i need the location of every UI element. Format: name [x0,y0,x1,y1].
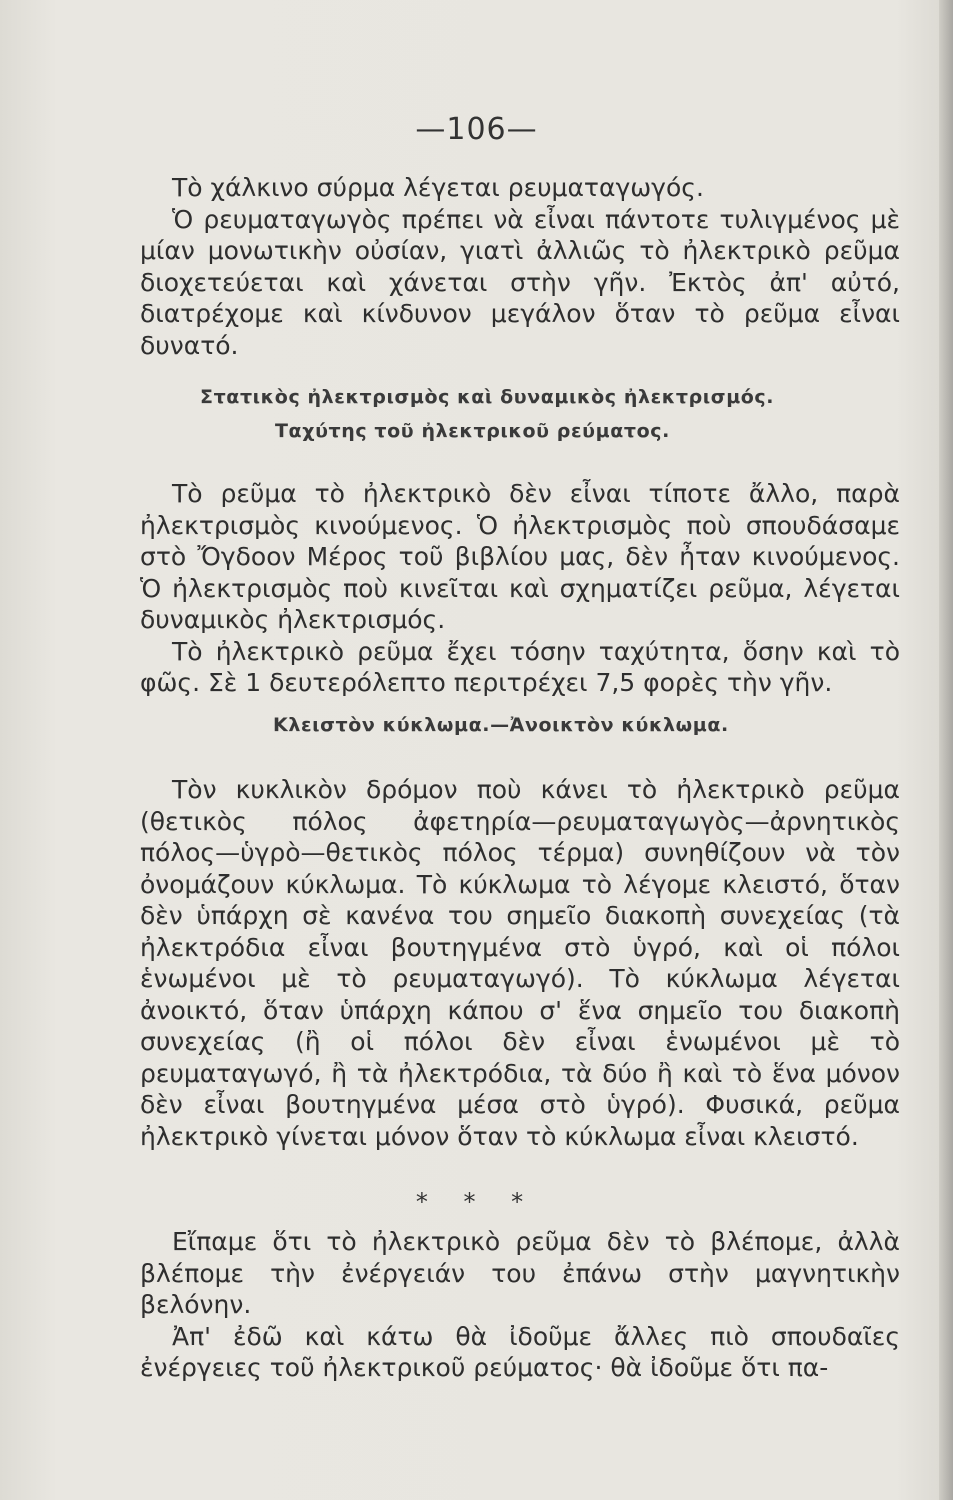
section-heading: Κλειστὸν κύκλωμα.—Ἀνοικτὸν κύκλωμα. [273,714,729,736]
section-current [140,478,900,699]
section-intro [140,172,900,361]
section-effects [140,1226,900,1384]
paragraph: Ὁ ρευματαγωγὸς πρέπει νὰ εἶναι πάντοτε τυλιγμένος μὲ μίαν μονωτικὴν οὐσίαν, γιατὶ ἀλλιῶς τὸ ἠλεκτρικὸ ρεῦμα διοχετεύεται καὶ χάνεται στὴν γῆν. Ἐκτὸς ἀπ' αὐτό, διατρέχομε καὶ κίνδυνον μεγάλον ὅταν τὸ ρεῦμα εἶναι δυνατό. [140,204,900,360]
section-heading: Ταχύτης τοῦ ἠλεκτρικοῦ ρεύματος. [275,420,670,442]
section-heading: Στατικὸς ἠλεκτρισμὸς καὶ δυναμικὸς ἠλεκτρισμός. [200,386,775,408]
paragraph: Εἴπαμε ὅτι τὸ ἠλεκτρικὸ ρεῦμα δὲν τὸ βλέπομε, ἀλλὰ βλέπομε τὴν ἐνέργειάν του ἐπάνω στὴν μαγνητικὴν βελόνην. [140,1227,900,1319]
paragraph: Ἀπ' ἐδῶ καὶ κάτω θὰ ἰδοῦμε ἄλλες πιὸ σπουδαῖες ἐνέργειες τοῦ ἠλεκτρικοῦ ρεύματος· θὰ ἰδοῦμε ὅτι πα- [140,1321,900,1382]
section-separator: * * * [415,1188,538,1216]
paragraph: Τὸ ρεῦμα τὸ ἠλεκτρικὸ δὲν εἶναι τίποτε ἄλλο, παρὰ ἠλεκτρισμὸς κινούμενος. Ὁ ἠλεκτρισμὸς ποὺ σπουδάσαμε στὸ Ὄγδοον Μέρος τοῦ βιβλίου μας, δὲν ἦταν κινούμενος. Ὁ ἠλεκτρισμὸς ποὺ κινεῖται καὶ σχηματίζει ρεῦμα, λέγεται δυναμικὸς ἠλεκτρισμός. [140,479,900,634]
paragraph: Τὸν κυκλικὸν δρόμον ποὺ κάνει τὸ ἠλεκτρικὸ ρεῦμα (θετικὸς πόλος ἀφετηρία—ρευματαγωγὸς—ἀρνητικὸς πόλος—ὑγρὸ—θετικὸς πόλος τέρμα) συνηθίζουν νὰ τὸν ὀνομάζουν κύκλωμα. Τὸ κύκλωμα τὸ λέγομε κλειστό, ὅταν δὲν ὑπάρχη σὲ κανένα του σημεῖο διακοπὴ συνεχείας (τὰ ἠλεκτρόδια εἶναι βουτηγμένα στὸ ὑγρό, καὶ οἱ πόλοι ἑνωμένοι μὲ τὸ ρευματαγωγό). Τὸ κύκλωμα λέγεται ἀνοικτό, ὅταν ὑπάρχη κάπου σ' ἕνα σημεῖο του διακοπὴ συνεχείας (ἢ οἱ πόλοι δὲν εἶναι ἑνωμένοι μὲ τὸ ρευματαγωγό, ἢ τὰ ἠλεκτρόδια, τὰ δύο ἢ καὶ τὸ ἕνα μόνον δὲν εἶναι βουτηγμένα μέσα στὸ ὑγρό). Φυσικά, ρεῦμα ἠλεκτρικὸ γίνεται μόνον ὅταν τὸ κύκλωμα εἶναι κλειστό. [140,775,900,1151]
page-edge [939,0,953,1500]
section-circuit [140,774,900,1152]
page-number: —106— [415,112,538,147]
paragraph: Τὸ ἠλεκτρικὸ ρεῦμα ἔχει τόσην ταχύτητα, ὅσην καὶ τὸ φῶς. Σὲ 1 δευτερόλεπτο περιτρέχει 7,5 φορὲς τὴν γῆν. [140,636,900,697]
paragraph: Τὸ χάλκινο σύρμα λέγεται ρευματαγωγός. [172,173,704,202]
